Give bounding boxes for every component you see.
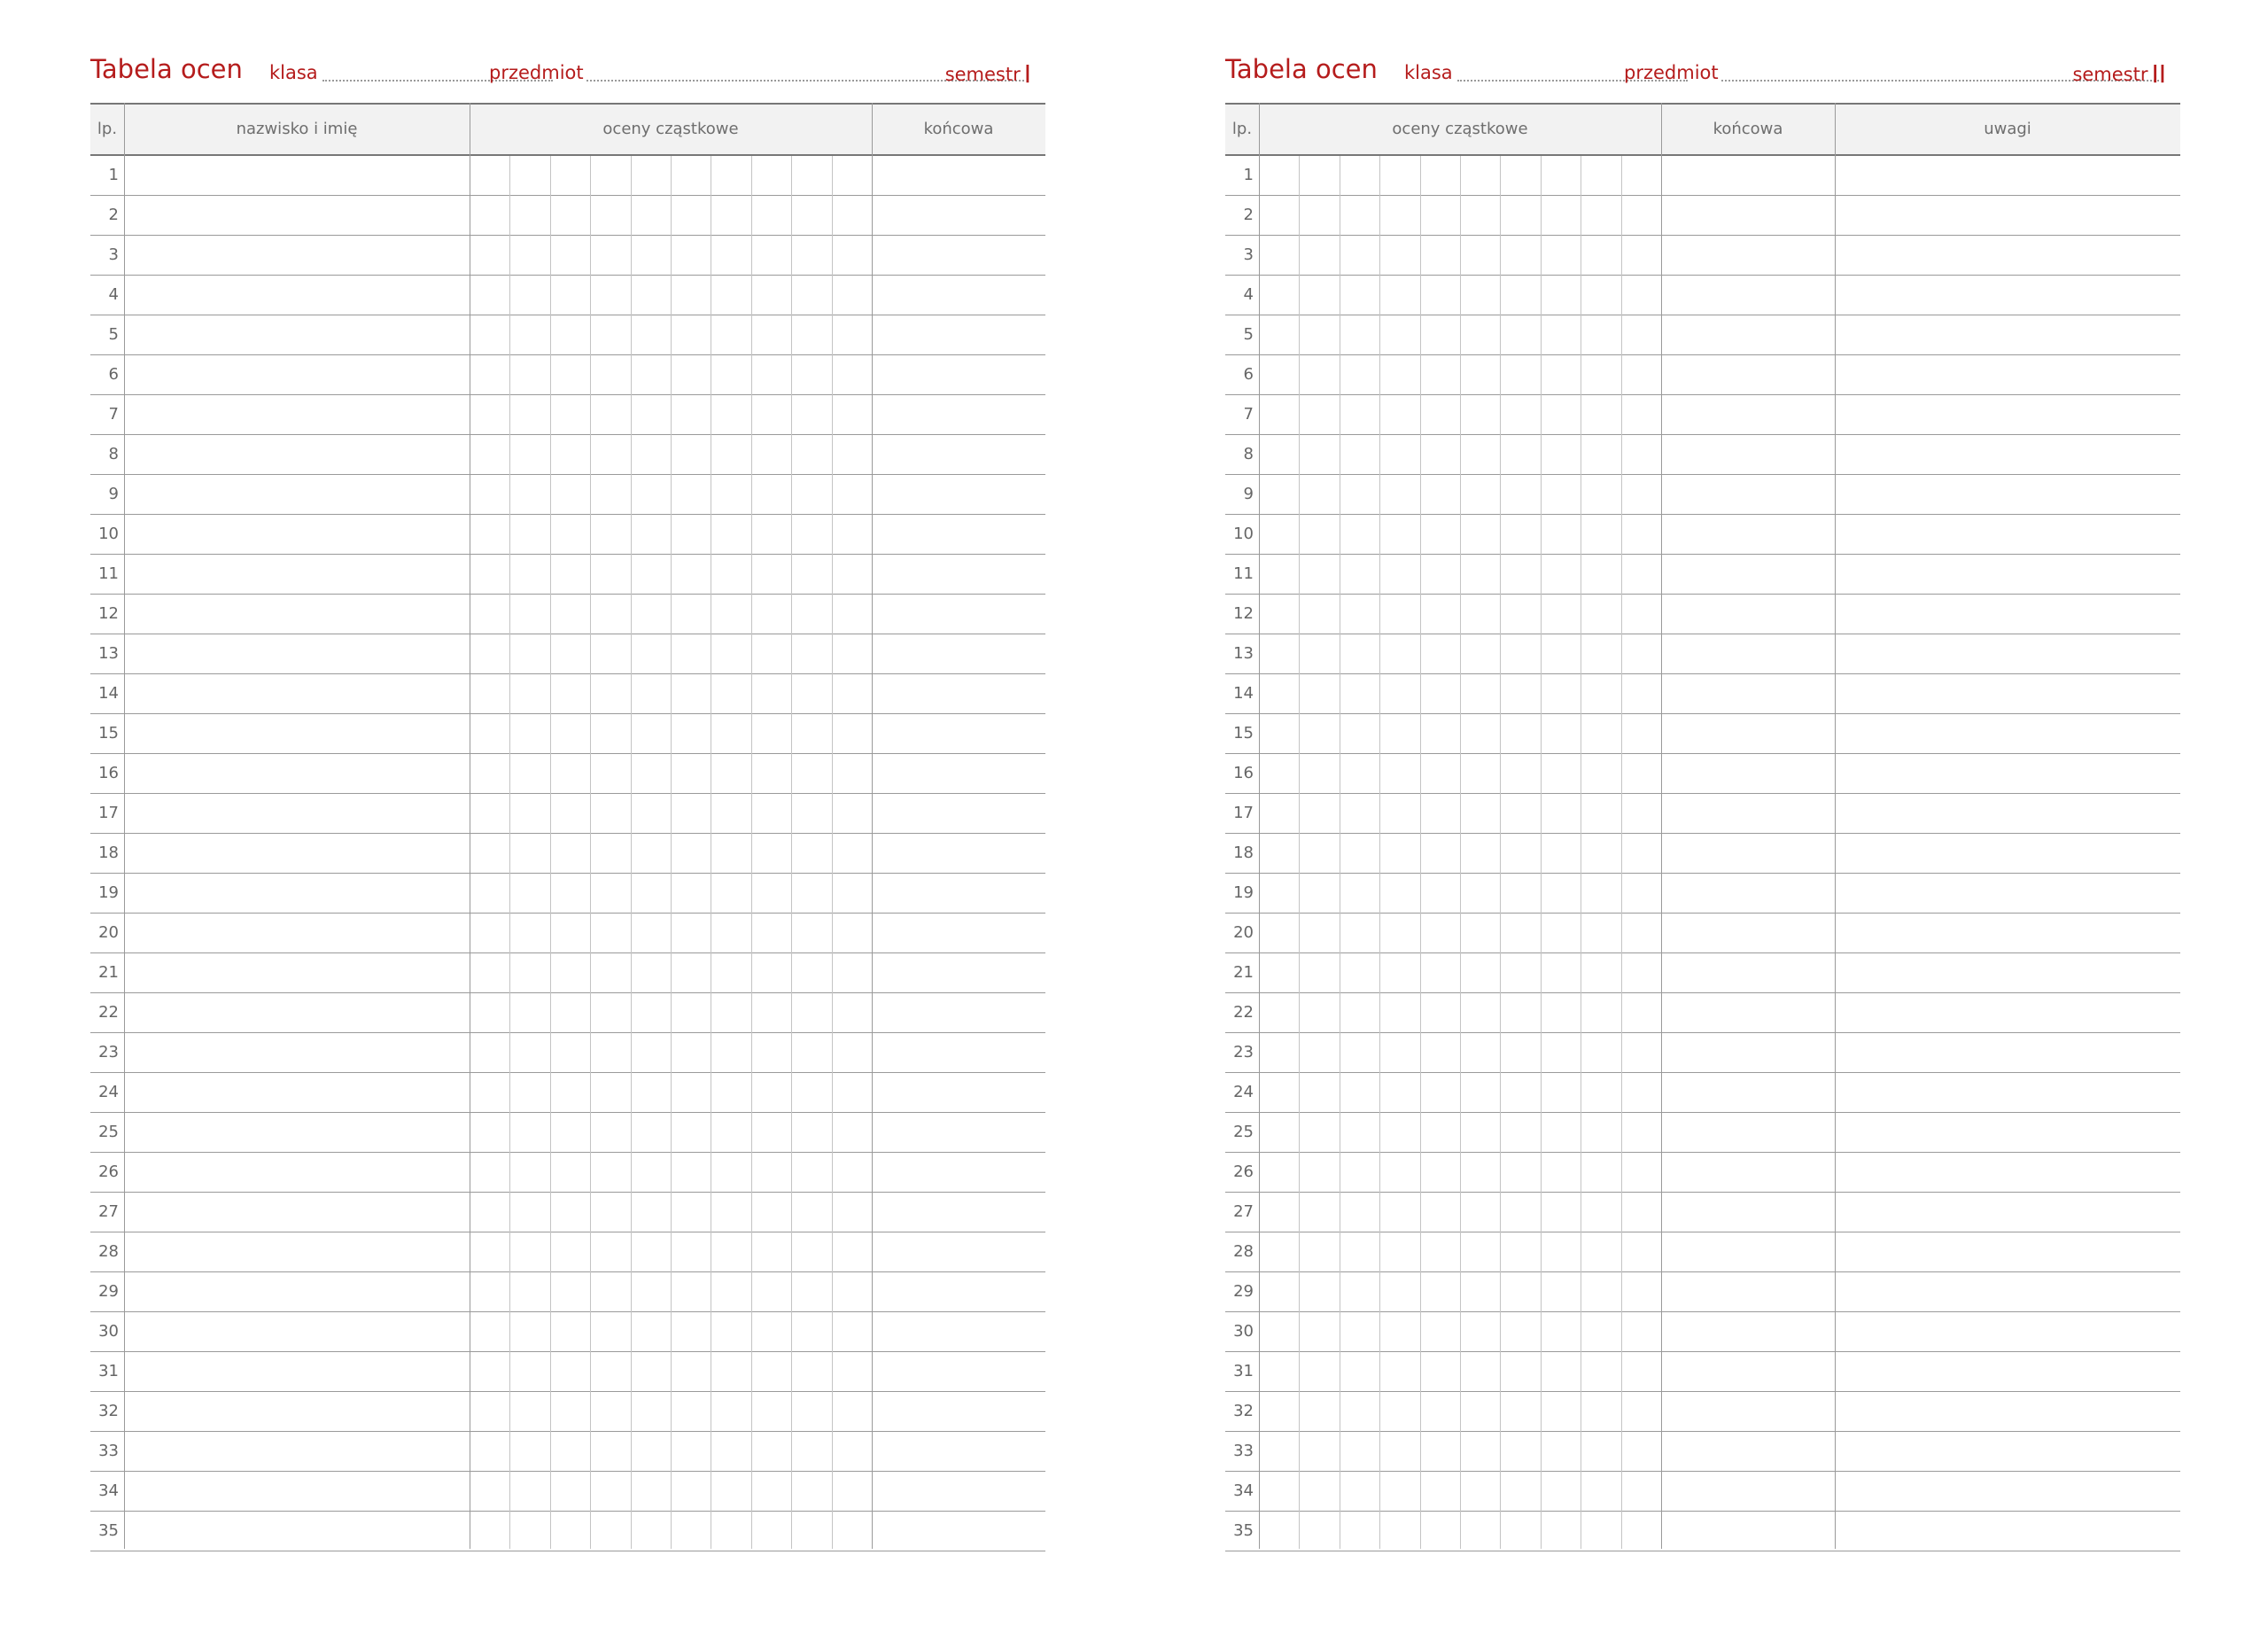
column-divider: [1835, 103, 1836, 1549]
row-number: 8: [108, 445, 119, 463]
table-row[interactable]: [90, 435, 1045, 475]
right-page: [1134, 0, 2268, 1625]
row-number: 5: [108, 325, 119, 344]
row-number: 26: [1233, 1162, 1254, 1181]
row-number: 4: [108, 285, 119, 304]
row-number: 31: [98, 1362, 119, 1380]
table-row[interactable]: [1225, 1392, 2180, 1432]
column-divider: [1259, 103, 1260, 1549]
row-number: 30: [1233, 1322, 1254, 1341]
table-row[interactable]: [1225, 1472, 2180, 1512]
table-row[interactable]: [90, 555, 1045, 595]
table-row[interactable]: [1225, 355, 2180, 395]
page-title: Tabela ocen: [90, 54, 243, 84]
grade-cell-divider: [671, 156, 672, 1549]
table-row[interactable]: [90, 1272, 1045, 1312]
row-number: 15: [1233, 724, 1254, 743]
row-number: 3: [108, 245, 119, 264]
row-number: 32: [1233, 1402, 1254, 1420]
table-row[interactable]: [90, 634, 1045, 674]
table-row[interactable]: [1225, 714, 2180, 754]
row-number: 14: [1233, 684, 1254, 703]
row-number: 12: [98, 604, 119, 623]
row-number: 16: [1233, 764, 1254, 782]
grade-cell-divider: [1460, 156, 1461, 1549]
row-number: 24: [1233, 1083, 1254, 1101]
row-number: 29: [98, 1282, 119, 1301]
row-number: 5: [1243, 325, 1254, 344]
row-number: 27: [1233, 1202, 1254, 1221]
row-number: 7: [1243, 405, 1254, 424]
row-number: 33: [1233, 1442, 1254, 1460]
column-divider: [872, 103, 873, 1549]
row-number: 15: [98, 724, 119, 743]
row-number: 24: [98, 1083, 119, 1101]
table-row[interactable]: [90, 1392, 1045, 1432]
row-number: 7: [108, 405, 119, 424]
row-number: 16: [98, 764, 119, 782]
grade-cell-divider: [509, 156, 510, 1549]
row-number: 35: [98, 1521, 119, 1540]
table-row[interactable]: [90, 874, 1045, 914]
table-row[interactable]: [90, 156, 1045, 196]
table-row[interactable]: [1225, 674, 2180, 714]
semestr-label: semestr I: [944, 59, 1031, 89]
row-number: 22: [1233, 1003, 1254, 1022]
row-number: 13: [98, 644, 119, 663]
table-row[interactable]: [90, 674, 1045, 714]
col-header-final: końcowa: [923, 120, 994, 138]
grades-table: [90, 103, 1045, 1549]
table-row[interactable]: [90, 475, 1045, 515]
table-header: [1225, 103, 2180, 156]
row-number: 28: [98, 1242, 119, 1261]
row-number: 25: [98, 1123, 119, 1141]
table-row[interactable]: [90, 993, 1045, 1033]
table-row[interactable]: [90, 953, 1045, 993]
table-row[interactable]: [1225, 1232, 2180, 1272]
row-number: 1: [1243, 166, 1254, 184]
table-row[interactable]: [90, 515, 1045, 555]
table-row[interactable]: [1225, 595, 2180, 634]
row-number: 18: [98, 844, 119, 862]
row-number: 6: [1243, 365, 1254, 384]
row-number: 4: [1243, 285, 1254, 304]
przedmiot-label: przedmiot: [1624, 62, 1719, 83]
klasa-label: klasa: [1404, 62, 1453, 83]
table-row[interactable]: [1225, 794, 2180, 834]
page-header: [1225, 50, 2179, 96]
semestr-number: I: [1023, 59, 1031, 89]
row-number: 11: [98, 564, 119, 583]
table-row[interactable]: [1225, 236, 2180, 276]
row-number: 35: [1233, 1521, 1254, 1540]
grade-cell-divider: [1500, 156, 1501, 1549]
table-header: [90, 103, 1045, 156]
grade-cell-divider: [791, 156, 792, 1549]
grade-cell-divider: [631, 156, 632, 1549]
row-number: 14: [98, 684, 119, 703]
grade-cell-divider: [590, 156, 591, 1549]
table-row[interactable]: [90, 1113, 1045, 1153]
column-divider: [124, 103, 125, 1549]
col-header-lp: lp.: [97, 120, 118, 138]
row-number: 20: [98, 923, 119, 942]
table-row[interactable]: [1225, 874, 2180, 914]
row-number: 9: [108, 485, 119, 503]
page-title: Tabela ocen: [1225, 54, 1378, 84]
row-number: 13: [1233, 644, 1254, 663]
table-row[interactable]: [1225, 754, 2180, 794]
col-header-name: nazwisko i imię: [236, 120, 358, 138]
row-number: 23: [1233, 1043, 1254, 1061]
table-row[interactable]: [90, 595, 1045, 634]
table-row[interactable]: [1225, 515, 2180, 555]
table-row[interactable]: [1225, 1073, 2180, 1113]
grade-cell-divider: [751, 156, 752, 1549]
row-number: 12: [1233, 604, 1254, 623]
table-row[interactable]: [1225, 1352, 2180, 1392]
table-row[interactable]: [90, 794, 1045, 834]
table-row[interactable]: [1225, 156, 2180, 196]
row-number: 26: [98, 1162, 119, 1181]
table-row[interactable]: [90, 1352, 1045, 1392]
table-row[interactable]: [90, 236, 1045, 276]
row-number: 30: [98, 1322, 119, 1341]
table-row[interactable]: [90, 754, 1045, 794]
table-row[interactable]: [1225, 276, 2180, 315]
row-number: 21: [98, 963, 119, 982]
table-row[interactable]: [90, 395, 1045, 435]
grade-cell-divider: [1621, 156, 1622, 1549]
row-number: 27: [98, 1202, 119, 1221]
table-row[interactable]: [1225, 1512, 2180, 1551]
table-row[interactable]: [1225, 1312, 2180, 1352]
column-divider: [1661, 103, 1662, 1549]
row-number: 25: [1233, 1123, 1254, 1141]
table-row[interactable]: [1225, 1153, 2180, 1193]
semestr-number: II: [2151, 59, 2166, 89]
row-number: 1: [108, 166, 119, 184]
table-row[interactable]: [1225, 953, 2180, 993]
col-header-partial-grades: oceny cząstkowe: [1392, 120, 1528, 138]
table-row[interactable]: [1225, 1432, 2180, 1472]
row-number: 22: [98, 1003, 119, 1022]
table-row[interactable]: [1225, 315, 2180, 355]
klasa-label: klasa: [269, 62, 318, 83]
row-number: 17: [98, 804, 119, 822]
row-number: 29: [1233, 1282, 1254, 1301]
table-row[interactable]: [90, 315, 1045, 355]
table-row[interactable]: [90, 276, 1045, 315]
row-number: 31: [1233, 1362, 1254, 1380]
row-number: 3: [1243, 245, 1254, 264]
col-header-final: końcowa: [1713, 120, 1783, 138]
grade-cell-divider: [832, 156, 833, 1549]
row-number: 19: [1233, 883, 1254, 902]
table-row[interactable]: [1225, 395, 2180, 435]
grades-table: [1225, 103, 2180, 1549]
grade-cell-divider: [1379, 156, 1380, 1549]
table-row[interactable]: [1225, 834, 2180, 874]
table-row[interactable]: [1225, 634, 2180, 674]
col-header-lp: lp.: [1231, 120, 1253, 138]
table-row[interactable]: [1225, 555, 2180, 595]
table-body: [1225, 156, 2180, 1549]
page-header: [90, 50, 1044, 96]
table-row[interactable]: [1225, 196, 2180, 236]
table-row[interactable]: [1225, 1193, 2180, 1232]
row-number: 21: [1233, 963, 1254, 982]
grade-cell-divider: [1541, 156, 1542, 1549]
table-row[interactable]: [1225, 475, 2180, 515]
table-row[interactable]: [90, 1512, 1045, 1551]
table-row[interactable]: [90, 1472, 1045, 1512]
table-row[interactable]: [1225, 914, 2180, 953]
table-body: [90, 156, 1045, 1549]
row-number: 23: [98, 1043, 119, 1061]
table-row[interactable]: [90, 1432, 1045, 1472]
row-number: 34: [98, 1481, 119, 1500]
row-number: 2: [1243, 206, 1254, 224]
row-number: 34: [1233, 1481, 1254, 1500]
row-number: 11: [1233, 564, 1254, 583]
semestr-label: semestr II: [2072, 59, 2166, 89]
table-row[interactable]: [90, 1033, 1045, 1073]
table-row[interactable]: [90, 914, 1045, 953]
grade-cell-divider: [1299, 156, 1300, 1549]
row-number: 18: [1233, 844, 1254, 862]
table-row[interactable]: [90, 1153, 1045, 1193]
row-number: 9: [1243, 485, 1254, 503]
table-row[interactable]: [1225, 1113, 2180, 1153]
table-row[interactable]: [90, 1073, 1045, 1113]
row-number: 28: [1233, 1242, 1254, 1261]
table-row[interactable]: [1225, 1272, 2180, 1312]
col-header-partial-grades: oceny cząstkowe: [602, 120, 739, 138]
grade-cell-divider: [550, 156, 551, 1549]
table-row[interactable]: [90, 834, 1045, 874]
table-row[interactable]: [90, 1193, 1045, 1232]
table-row[interactable]: [1225, 435, 2180, 475]
table-row[interactable]: [90, 355, 1045, 395]
row-number: 10: [98, 525, 119, 543]
table-row[interactable]: [90, 1312, 1045, 1352]
przedmiot-label: przedmiot: [489, 62, 584, 83]
row-number: 6: [108, 365, 119, 384]
table-row[interactable]: [90, 1232, 1045, 1272]
row-number: 20: [1233, 923, 1254, 942]
table-row[interactable]: [1225, 993, 2180, 1033]
row-number: 10: [1233, 525, 1254, 543]
row-number: 19: [98, 883, 119, 902]
row-number: 32: [98, 1402, 119, 1420]
table-row[interactable]: [90, 196, 1045, 236]
table-row[interactable]: [90, 714, 1045, 754]
grade-cell-divider: [1420, 156, 1421, 1549]
row-number: 8: [1243, 445, 1254, 463]
table-row[interactable]: [1225, 1033, 2180, 1073]
row-number: 33: [98, 1442, 119, 1460]
col-header-remarks: uwagi: [1984, 120, 2031, 138]
row-number: 17: [1233, 804, 1254, 822]
row-number: 2: [108, 206, 119, 224]
